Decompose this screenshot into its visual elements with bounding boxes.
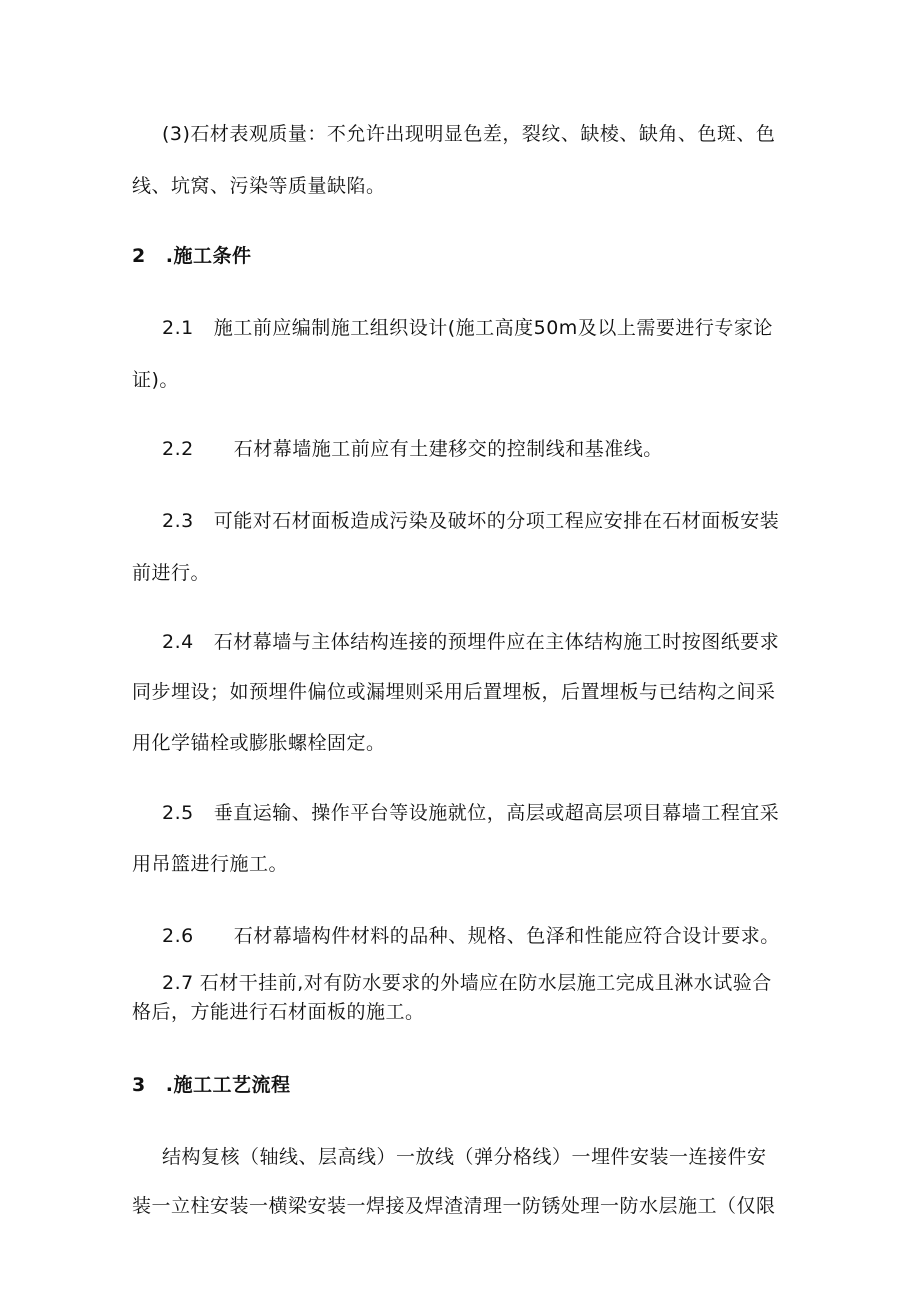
stone-quality-line-2: 线、坑窝、污染等质量缺陷。 (132, 175, 386, 197)
item-2-5-line-2: 用吊篮进行施工。 (132, 853, 289, 875)
item-2-6-text: 石材幕墙构件材料的品种、规格、色泽和性能应符合设计要求。 (233, 925, 780, 947)
section-3-title: .施工工艺流程 (165, 1074, 291, 1096)
item-2-4 (162, 630, 779, 654)
item-2-5 (162, 801, 779, 825)
process-line-2: 装一立柱安装一横梁安装一焊接及焊渣清理一防锈处理一防水层施工（仅限 (132, 1195, 776, 1217)
item-2-2 (162, 437, 663, 461)
item-2-5-text: 垂直运输、操作平台等设施就位，高层或超高层项目幕墙工程宜采 (213, 802, 780, 824)
item-2-3-number: 2.3 (162, 510, 194, 532)
item-2-2-number: 2.2 (162, 438, 194, 460)
section-2-heading (132, 244, 251, 268)
item-2-5-number: 2.5 (162, 802, 194, 824)
item-2-3-text: 可能对石材面板造成污染及破坏的分项工程应安排在石材面板安装 (213, 510, 780, 532)
item-2-6 (162, 924, 780, 948)
item-2-7-number: 2.7 (162, 972, 194, 994)
item-2-7-line-2: 格后，方能进行石材面板的施工。 (132, 1001, 425, 1023)
item-2-4-number: 2.4 (162, 631, 194, 653)
item-2-6-number: 2.6 (162, 925, 194, 947)
item-2-3-line-2: 前进行。 (132, 562, 211, 584)
section-3-heading (132, 1073, 290, 1097)
process-line-1: 结构复核（轴线、层高线）一放线（弹分格线）一埋件安装一连接件安 (162, 1146, 767, 1168)
item-2-1-number: 2.1 (162, 317, 194, 339)
item-2-4-text: 石材幕墙与主体结构连接的预埋件应在主体结构施工时按图纸要求 (213, 631, 780, 653)
section-2-number: 2 (132, 245, 146, 267)
item-2-4-line-2: 同步埋设；如预埋件偏位或漏埋则采用后置埋板，后置埋板与已结构之间采 (132, 681, 776, 703)
item-2-1-text: 施工前应编制施工组织设计(施工高度50m及以上需要进行专家论 (213, 317, 773, 339)
section-3-number: 3 (132, 1074, 146, 1096)
item-2-7 (162, 971, 772, 995)
item-2-1 (162, 316, 773, 340)
item-2-3 (162, 509, 779, 533)
item-2-7-text: 石材干挂前,对有防水要求的外墙应在防水层施工完成且淋水试验合 (199, 972, 772, 994)
item-2-1-line-2: 证)。 (132, 369, 179, 391)
item-2-2-text: 石材幕墙施工前应有土建移交的控制线和基准线。 (233, 438, 663, 460)
stone-quality-line-1: (3)石材表观质量：不允许出现明显色差，裂纹、缺棱、缺角、色斑、色 (162, 123, 776, 145)
item-2-4-line-3: 用化学锚栓或膨胀螺栓固定。 (132, 732, 386, 754)
section-2-title: .施工条件 (165, 245, 252, 267)
